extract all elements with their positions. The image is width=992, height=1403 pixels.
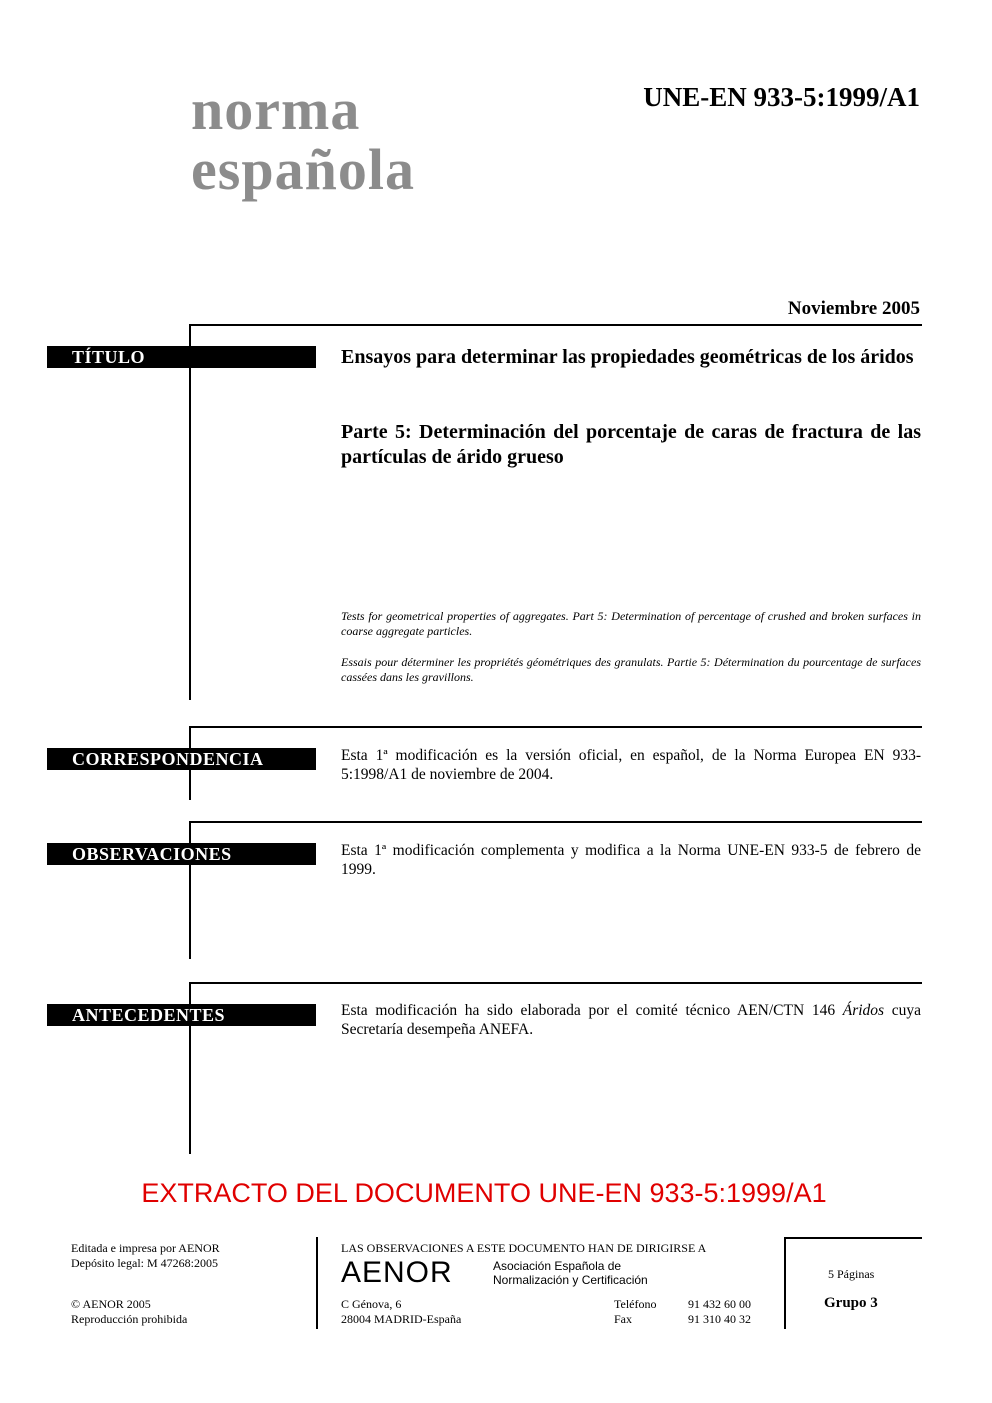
title-french: Essais pour déterminer les propriétés géométriques des granulats. Partie 5: Détermination du pourcentage de surfaces cassées dans les gravillons. (341, 655, 921, 684)
label-titulo: TÍTULO (47, 346, 316, 368)
section-vertical-rule (189, 324, 191, 700)
label-correspondencia: CORRESPONDENCIA (47, 748, 316, 770)
footer-box-left (784, 1237, 786, 1329)
footer-observations: LAS OBSERVACIONES A ESTE DOCUMENTO HAN DE DIRIGIRSE A (341, 1241, 707, 1255)
title-english: Tests for geometrical properties of aggregates. Part 5: Determination of percentage of crushed and broken surfaces in coarse aggregate particles. (341, 609, 921, 638)
footer-reproduction: Reproducción prohibida (71, 1312, 188, 1326)
antecedentes-text-part-2: cuya Secretaría desempeña ANEFA. (341, 1002, 921, 1038)
phone-label: Teléfono (614, 1297, 657, 1311)
title-part-5: Parte 5: Determinación del porcentaje de caras de fractura de las partículas de árido grueso (341, 421, 921, 468)
footer-box-top (784, 1237, 922, 1239)
assoc-line-2: Normalización y Certificación (493, 1273, 648, 1287)
publication-date: Noviembre 2005 (787, 298, 920, 319)
label-observaciones: OBSERVACIONES (47, 843, 316, 865)
label-antecedentes: ANTECEDENTES (47, 1004, 316, 1026)
brand-logo-text (191, 77, 415, 202)
footer-address (341, 1297, 461, 1327)
fax-label: Fax (614, 1312, 632, 1326)
extract-notice: EXTRACTO DEL DOCUMENTO UNE-EN 933-5:1999/A1 (141, 1178, 827, 1208)
observaciones-text: Esta 1ª modificación complementa y modifica a la Norma UNE-EN 933-5 de febrero de 1999. (341, 842, 921, 878)
page-count: 5 Páginas (828, 1267, 875, 1281)
footer-contact-labels (614, 1297, 656, 1327)
antecedentes-committee-name: Áridos (842, 1002, 885, 1019)
section-divider (189, 821, 922, 823)
assoc-line-1: Asociación Española de (493, 1259, 622, 1273)
antecedentes-text-part-1: Esta modificación ha sido elaborada por el comité técnico AEN/CTN 146 (341, 1002, 843, 1019)
footer-publisher (71, 1241, 220, 1271)
footer-contact-values (688, 1297, 751, 1327)
address-line-1: C Génova, 6 (341, 1297, 402, 1311)
brand-line-1: norma (191, 77, 361, 142)
section-divider (189, 982, 922, 984)
footer-edited: Editada e impresa por AENOR (71, 1241, 220, 1255)
brand-line-2: española (191, 137, 415, 202)
footer-rights (71, 1297, 187, 1327)
section-divider (189, 324, 922, 326)
footer-divider (316, 1237, 318, 1329)
standard-code: UNE-EN 933-5:1999/A1 (643, 82, 920, 112)
footer-copyright: © AENOR 2005 (71, 1297, 151, 1311)
title-part-general: Ensayos para determinar las propiedades geométricas de los áridos (341, 346, 914, 368)
correspondencia-text: Esta 1ª modificación es la versión oficial, en español, de la Norma Europea EN 933-5:1998/A1 de noviembre de 2004. (341, 747, 921, 783)
phone-number: 91 432 60 00 (688, 1297, 751, 1311)
price-group: Grupo 3 (824, 1295, 878, 1311)
aenor-logo: AENOR (341, 1256, 453, 1289)
address-line-2: 28004 MADRID-España (341, 1312, 462, 1326)
antecedentes-text (341, 1001, 921, 1039)
footer-deposit: Depósito legal: M 47268:2005 (71, 1256, 218, 1270)
section-vertical-rule (189, 821, 191, 959)
fax-number: 91 310 40 32 (688, 1312, 751, 1326)
aenor-association (493, 1259, 648, 1287)
section-divider (189, 726, 922, 728)
